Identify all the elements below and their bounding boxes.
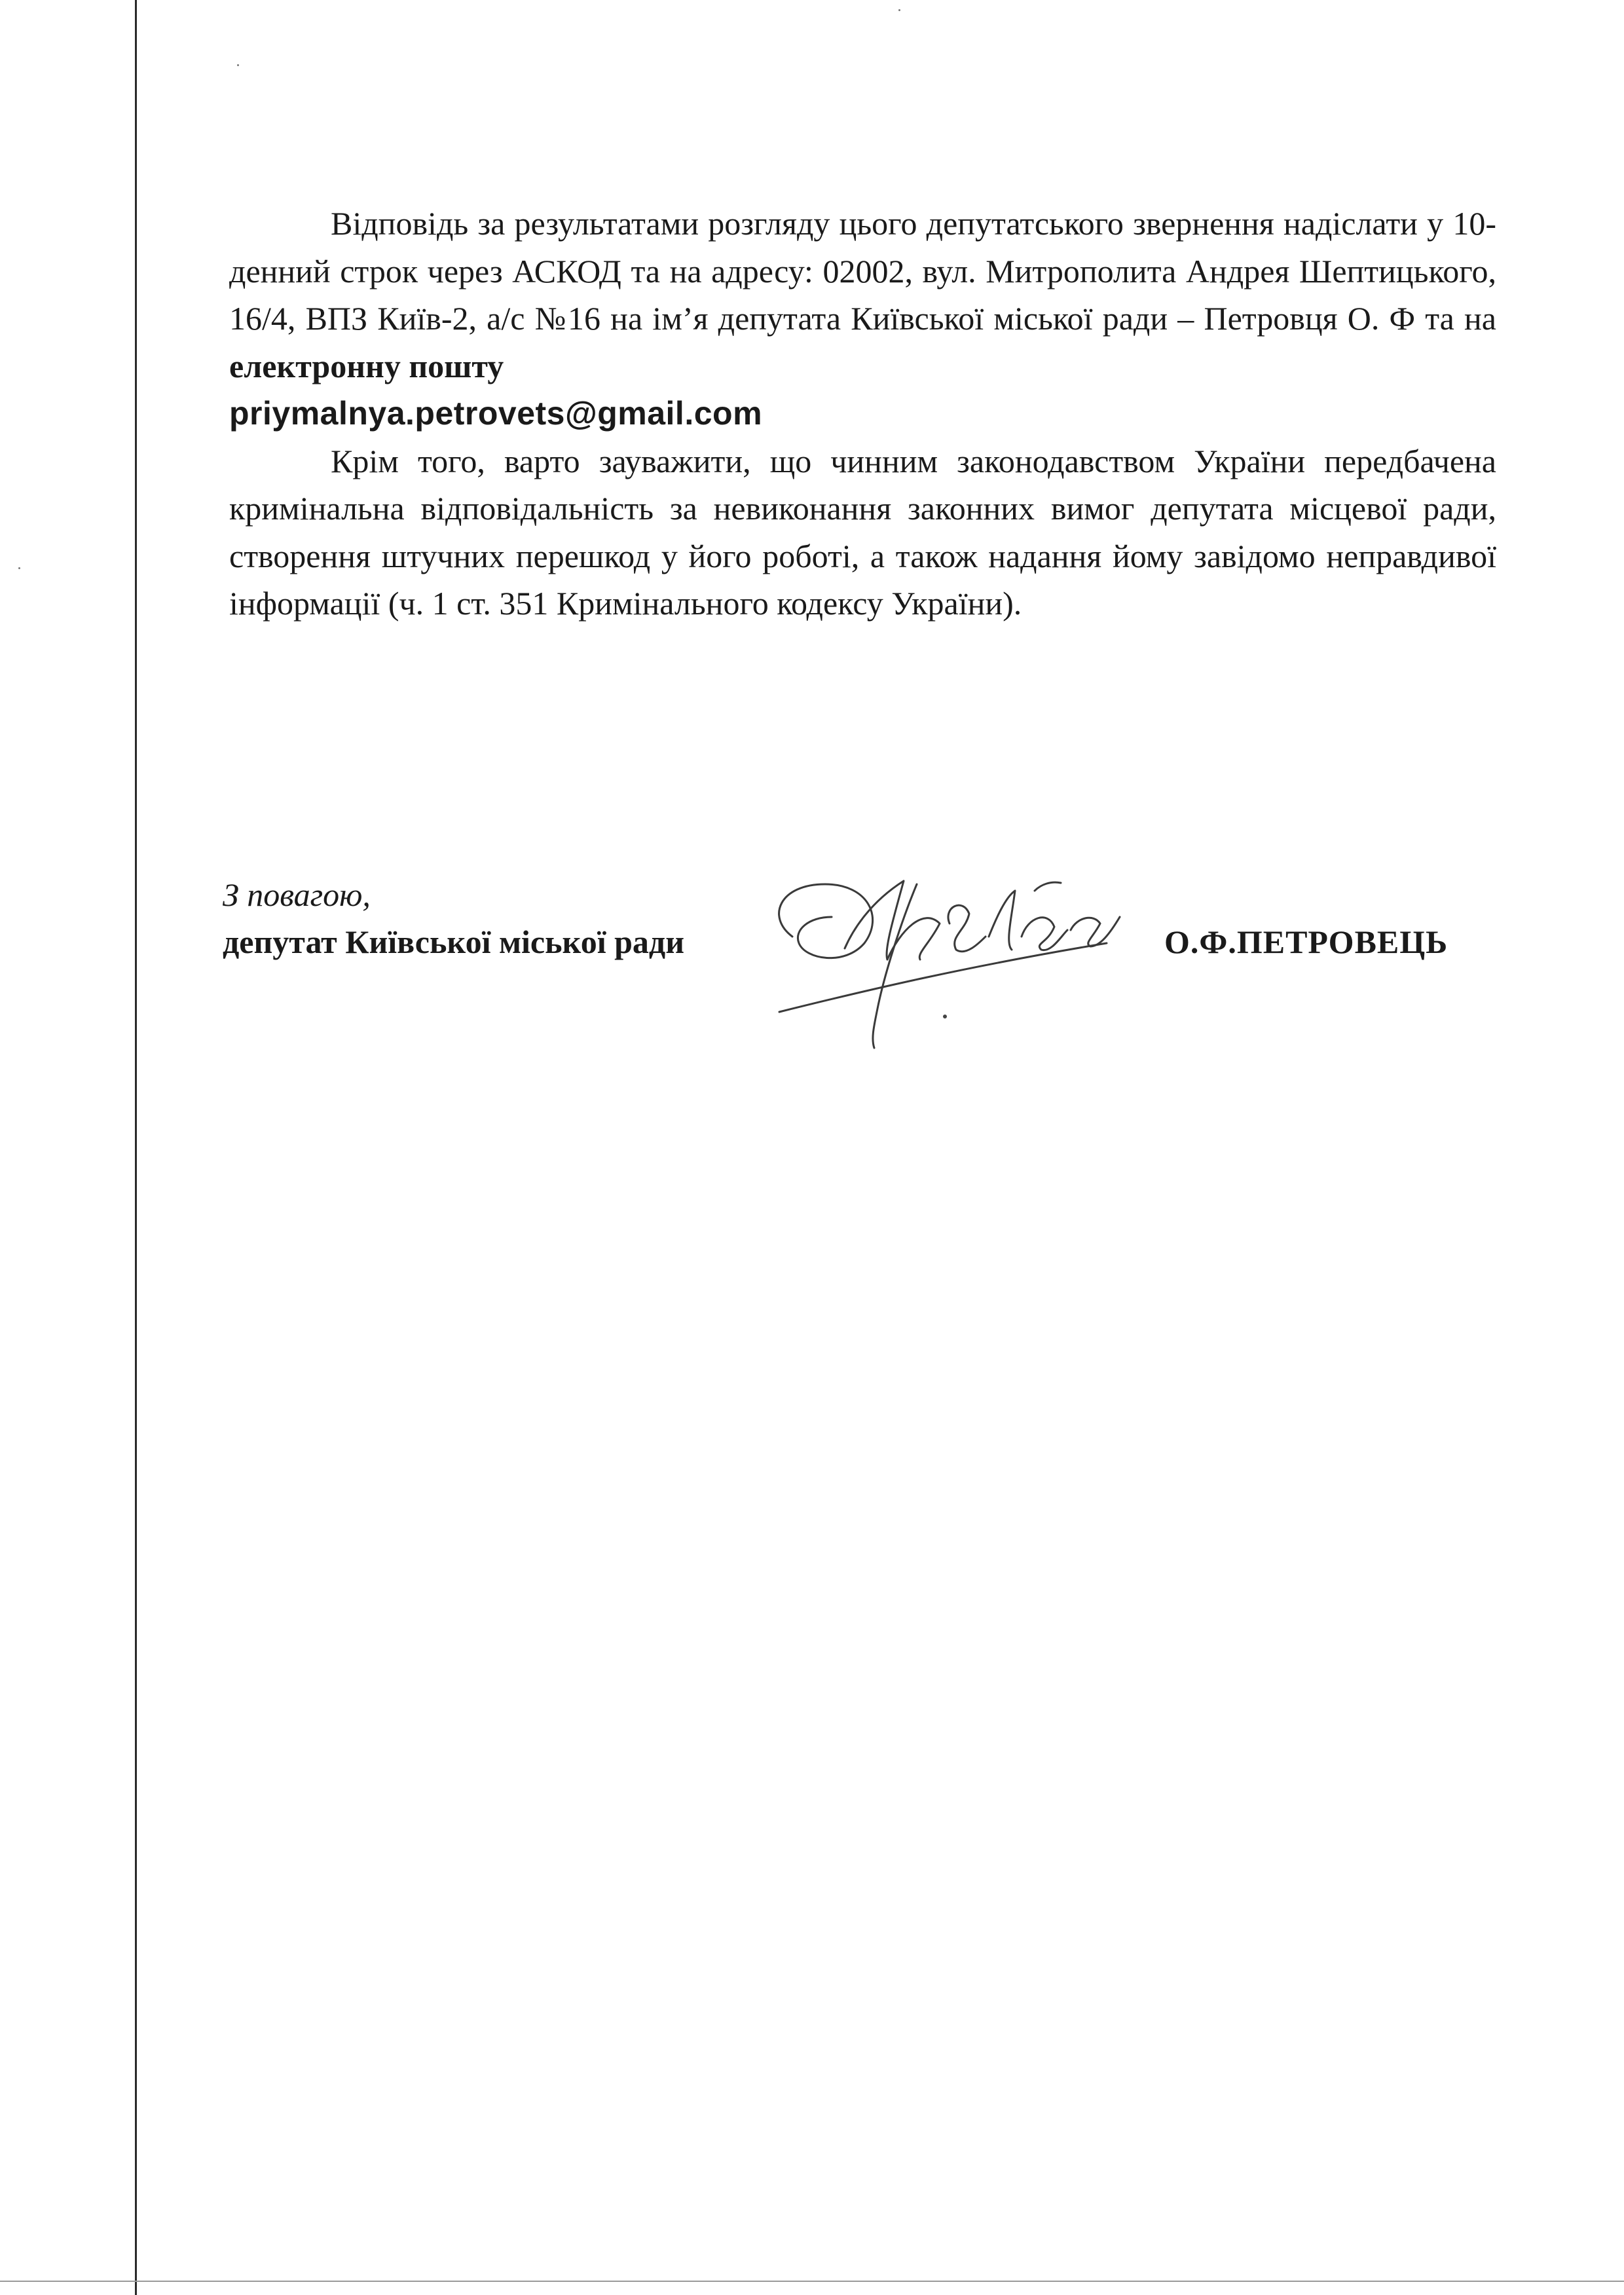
handwritten-signature xyxy=(753,845,1159,1068)
scan-speck xyxy=(898,9,900,11)
paragraph-response-request xyxy=(229,200,1496,438)
paragraph-liability: Крім того, варто зауважити, що чинним законодавством України передбачена кримінальна відповідальність за невиконання законних вимог депутата місцевої ради, створення штучних перешкод у його роботі, а також надання йому завідомо неправдивої інформації (ч. 1 ст. 351 Кримінального кодексу України). xyxy=(229,442,1496,622)
scan-bottom-line xyxy=(0,2281,1624,2282)
letter-body xyxy=(229,200,1496,627)
scan-edge-line xyxy=(135,0,137,2295)
signer-title: депутат Київської міської ради xyxy=(223,924,685,960)
email-address: priymalnya.petrovets@gmail.com xyxy=(229,395,763,432)
closing-greeting: З повагою, xyxy=(223,876,371,913)
signer-name: О.Ф.ПЕТРОВЕЦЬ xyxy=(1164,924,1449,960)
paragraph-response-text: Відповідь за результатами розгляду цього депутатського звернення надіслати у 10-денний строк через АСКОД та на адресу: 02002, вул. Митрополита Андрея Шептицького, 16/4, ВПЗ Київ-2, а/с №16 на ім’я депутата Київської міської ради – Петровця О. Ф та на xyxy=(229,205,1496,337)
scan-speck xyxy=(18,567,20,569)
email-label: електронну пошту xyxy=(229,347,504,384)
scan-speck xyxy=(237,64,239,66)
closing-block xyxy=(223,871,684,965)
